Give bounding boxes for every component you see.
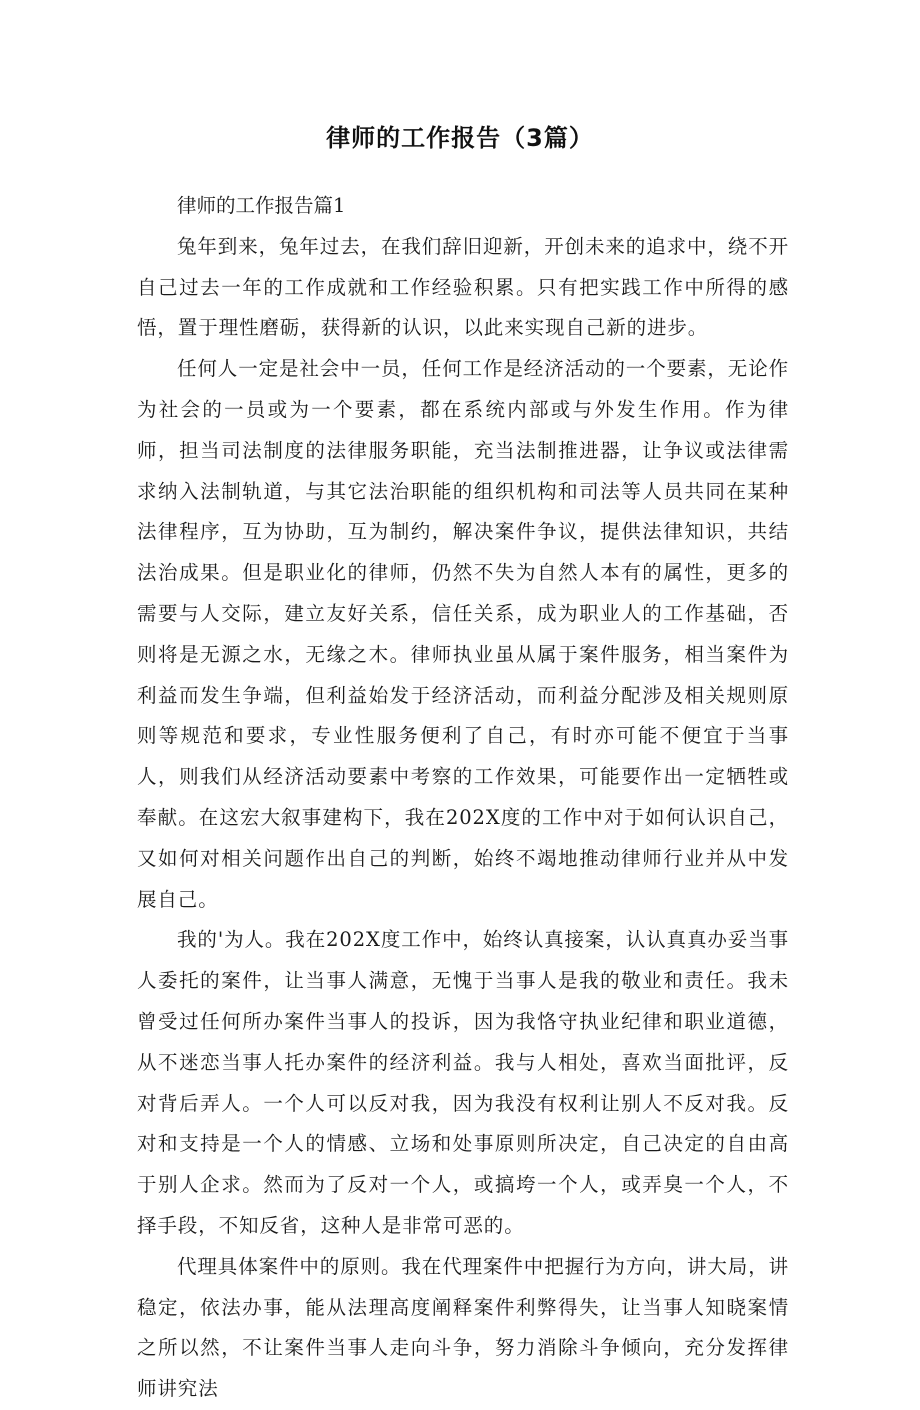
section-heading: 律师的工作报告篇1 (177, 194, 346, 217)
paragraph-3: 我的'为人。我在202X度工作中，始终认真接案，认认真真办妥当事人委托的案件，让当事人满意，无愧于当事人是我的敬业和责任。我未曾受过任何所办案件当事人的投诉，因为我恪守执业纪律和职业道德，从不迷恋当事人托办案件的经济利益。我与人相处，喜欢当面批评，反对背后弄人。一个人可以反对我，因为我没有权利让别人不反对我。反对和支持是一个人的情感、立场和处事原则所决定，自己决定的自由高于别人企求。然而为了反对一个人，或搞垮一个人，或弄臭一个人，不择手段，不知反省，这种人是非常可恶的。 (137, 928, 789, 1237)
paragraph-2: 任何人一定是社会中一员，任何工作是经济活动的一个要素，无论作为社会的一员或为一个要素，都在系统内部或与外发生作用。作为律师，担当司法制度的法律服务职能，充当法制推进器，让争议或法律需求纳入法制轨道，与其它法治职能的组织机构和司法等人员共同在某种法律程序，互为协助，互为制约，解决案件争议，提供法律知识，共结法治成果。但是职业化的律师，仍然不失为自然人本有的属性，更多的需要与人交际，建立友好关系，信任关系，成为职业人的工作基础，否则将是无源之水，无缘之木。律师执业虽从属于案件服务，相当案件为利益而发生争端，但利益始发于经济活动，而利益分配涉及相关规则原则等规范和要求，专业性服务便利了自己，有时亦可能不便宜于当事人，则我们从经济活动要素中考察的工作效果，可能要作出一定牺牲或奉献。在这宏大叙事建构下，我在202X度的工作中对于如何认识自己，又如何对相关问题作出自己的判断，始终不竭地推动律师行业并从中发展自己。 (137, 357, 790, 911)
paragraph-1: 兔年到来，兔年过去，在我们辞旧迎新，开创未来的追求中，绕不开自己过去一年的工作成就和工作经验积累。只有把实践工作中所得的感悟，置于理性磨砺，获得新的认识，以此来实现自己新的进步。 (137, 234, 790, 340)
document-body (137, 186, 789, 1410)
paragraph-4: 代理具体案件中的原则。我在代理案件中把握行为方向，讲大局，讲稳定，依法办事，能从法理高度阐释案件利弊得失，让当事人知晓案情之所以然，不让案件当事人走向斗争，努力消除斗争倾向，充分发挥律师讲究法 (137, 1254, 790, 1401)
document-title: 律师的工作报告（3篇） (326, 124, 594, 152)
